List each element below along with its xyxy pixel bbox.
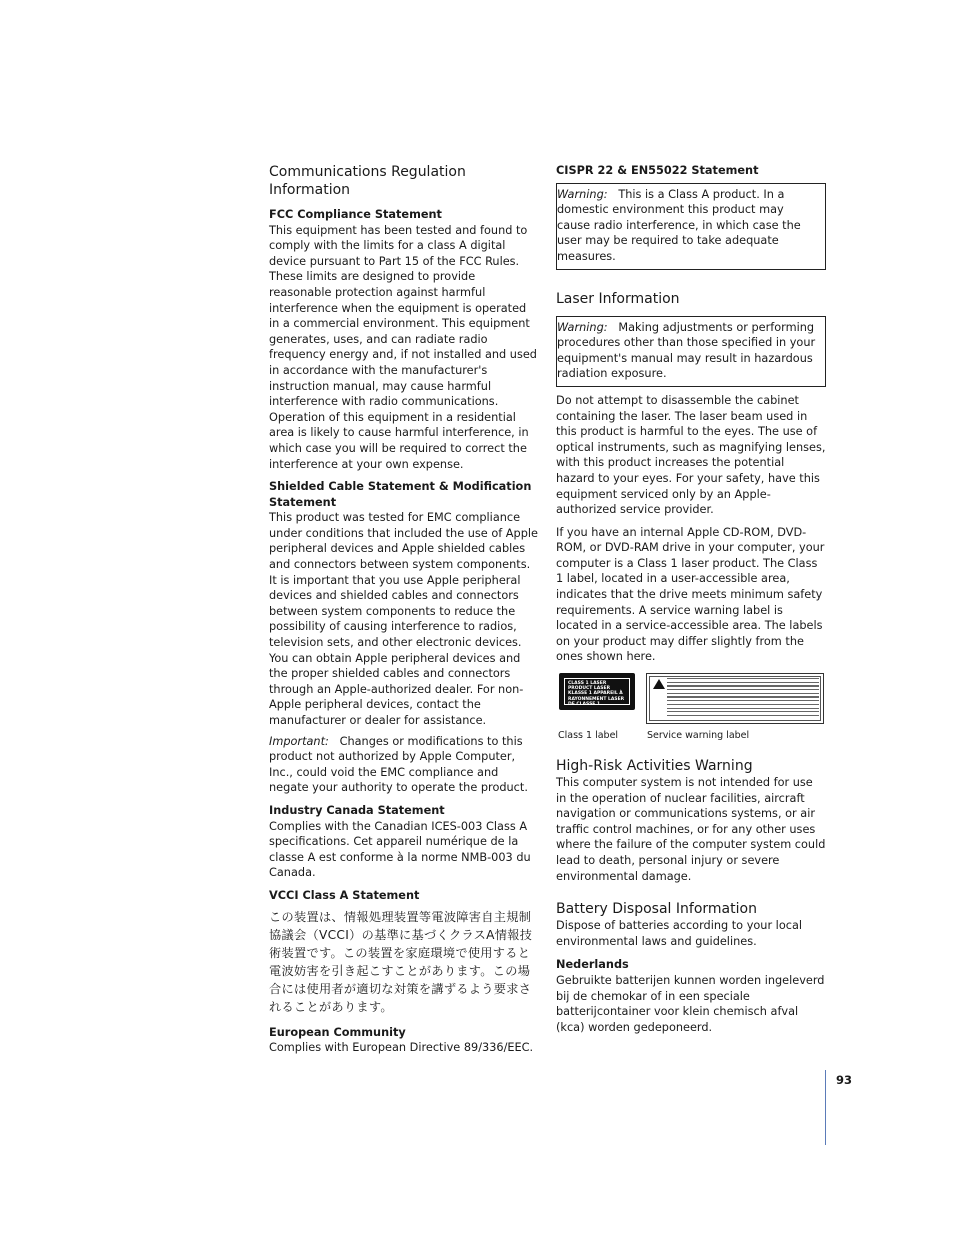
eu-body: Complies with European Directive 89/336/EEC. bbox=[269, 1041, 534, 1055]
laser-warning-label: Warning: bbox=[557, 320, 608, 334]
highrisk-title: High-Risk Activities Warning bbox=[556, 758, 753, 775]
laser-title: Laser Information bbox=[556, 290, 680, 307]
vcci-body: この装置は、情報処理装置等電波障害自主規制協議会（VCCI）の基準に基づくクラスA情報技術装置です。この装置を家庭環境で使用すると電波妨害を引き起こすことがあります。この場合には使用者が適切な対策を講ずるよう要求されることがあります。 bbox=[269, 909, 533, 1014]
right-column bbox=[556, 163, 826, 1035]
page-title: Communications Regulation Information bbox=[269, 164, 466, 198]
warning-triangle-icon bbox=[653, 679, 665, 689]
laser-para2: If you have an internal Apple CD-ROM, DVD-ROM, or DVD-RAM drive in your computer, your computer is a Class 1 laser product. The Class 1 label, located in a user-accessible area, indicates that the drive meets minimum safety requirements. A service warning label is located in a service-accessible area. The labels on your product may differ slightly from the ones shown here. bbox=[556, 525, 825, 664]
page-number-rule bbox=[825, 1070, 826, 1145]
shielded-body: This product was tested for EMC compliance under conditions that included the use of Apple peripheral devices and Apple shielded cables and connectors between system components. It is important that you use Apple peripheral devices and shielded cables and connectors between system components to reduce the possibility of causing interference to radios, television sets, and other electronic devices. You can obtain Apple peripheral devices and the proper shielded cables and connectors through an Apple-authorized dealer. For non-Apple peripheral devices, contact the manufacturer or dealer for assistance. bbox=[269, 511, 538, 727]
important-note bbox=[269, 734, 539, 796]
nl-heading: Nederlands bbox=[556, 958, 629, 972]
important-label: Important: bbox=[269, 734, 329, 748]
important-text: Changes or modifications to this product not authorized by Apple Computer, Inc., could void the EMC compliance and negate your authority to operate the product. bbox=[269, 734, 528, 795]
service-warning-label-image bbox=[646, 673, 824, 724]
laser-labels bbox=[556, 673, 826, 751]
highrisk-body: This computer system is not intended for use in the operation of nuclear facilities, aircraft navigation or communications systems, or air traffic control machines, or for any other uses where the failure of the computer system could lead to death, personal injury or severe environmental damage. bbox=[556, 776, 826, 883]
battery-body: Dispose of batteries according to your local environmental laws and guidelines. bbox=[556, 919, 803, 948]
cispr-heading: CISPR 22 & EN55022 Statement bbox=[556, 164, 759, 177]
fcc-heading: FCC Compliance Statement bbox=[269, 208, 442, 221]
laser-para1: Do not attempt to disassemble the cabinet containing the laser. The laser beam used in this product is harmful to the eyes. The use of optical instruments, such as magnifying lenses, with this product increases the potential hazard to your eyes. For your safety, have this equipment serviced only by an Apple-authorized service provider. bbox=[556, 393, 826, 517]
canada-heading: Industry Canada Statement bbox=[269, 803, 445, 817]
class1-label-text: CLASS 1 LASER PRODUCT LASER KLASSE 1 APPAREIL À RAYONNEMENT LASER DE CLASSE 1 bbox=[564, 678, 630, 705]
class1-caption: Class 1 label bbox=[558, 730, 619, 742]
laser-warning bbox=[557, 321, 815, 381]
cispr-warning-label: Warning: bbox=[557, 187, 608, 201]
cispr-warning-text: This is a Class A product. In a domestic environment this product may cause radio interference, in which case the user may be required to take adequate measures. bbox=[557, 187, 801, 263]
cispr-warning-box bbox=[556, 183, 826, 270]
service-caption: Service warning label bbox=[647, 730, 750, 742]
service-label-fine-print bbox=[667, 678, 819, 719]
class1-label-image bbox=[559, 673, 635, 710]
eu-heading: European Community bbox=[269, 1025, 406, 1039]
left-column bbox=[269, 160, 539, 1056]
canada-body: Complies with the Canadian ICES-003 Class A specifications. Cet appareil numérique de la classe A est conforme à la norme NMB-003 du Canada. bbox=[269, 819, 531, 880]
cispr-warning bbox=[557, 188, 801, 263]
battery-title: Battery Disposal Information bbox=[556, 901, 757, 918]
nl-body: Gebruikte batterijen kunnen worden ingeleverd bij de chemokar of in een speciale batterijcontainer voor klein chemisch afval (kca) worden gedeponeerd. bbox=[556, 973, 825, 1034]
fcc-body: This equipment has been tested and found to comply with the limits for a class A digital device pursuant to Part 15 of the FCC Rules. These limits are designed to provide reasonable protection against harmful interference when the equipment is operated in a commercial environment. This equipment generates, uses, and can radiate radio frequency energy and, if not installed and used in accordance with the manufacturer's instruction manual, may cause harmful interference with radio communications. Operation of this equipment in a residential area is likely to cause harmful interference, in which case you will be required to correct the interference at your own expense. bbox=[269, 223, 537, 471]
shielded-heading: Shielded Cable Statement & Modification Statement bbox=[269, 480, 532, 509]
page-number: 93 bbox=[836, 1073, 853, 1087]
vcci-heading: VCCI Class A Statement bbox=[269, 888, 420, 902]
laser-warning-box bbox=[556, 316, 826, 387]
laser-warning-text: Making adjustments or performing procedures other than those specified in your equipment's manual may result in hazardous radiation exposure. bbox=[557, 320, 816, 381]
